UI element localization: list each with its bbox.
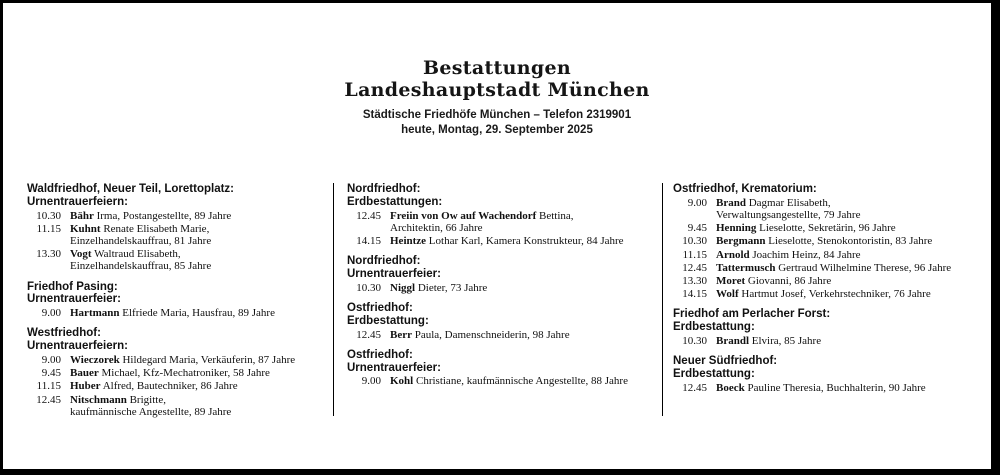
section-heading: Urnentrauerfeier:: [347, 268, 441, 280]
entry-description: Elvira, 85 Jahre: [751, 335, 822, 348]
section-heading: Erdbestattung:: [673, 368, 755, 381]
deceased-name: Brand: [716, 196, 746, 209]
entry-details: [716, 222, 896, 234]
cemetery-section: [27, 183, 329, 273]
entry-details: [716, 197, 860, 221]
funeral-entry: [27, 367, 329, 379]
deceased-name: Moret: [716, 275, 746, 288]
subtitle-contact: Städtische Friedhöfe München – Telefon 2319901: [362, 109, 632, 121]
entry-time: 11.15: [36, 222, 61, 235]
subtitle-date: heute, Montag, 29. September 2025: [401, 124, 593, 136]
cemetery-section: [27, 327, 329, 418]
section-heading: Nordfriedhof:: [347, 183, 421, 195]
entry-description: Dagmar Elisabeth,: [748, 196, 831, 209]
entry-description: Giovanni, 86 Jahre: [747, 275, 832, 288]
entry-details: [70, 210, 231, 222]
deceased-name: Kuhnt: [70, 222, 101, 235]
entry-description: Bettina,: [539, 209, 574, 222]
section-heading: Ostfriedhof:: [347, 302, 413, 314]
section-heading: Ostfriedhof, Krematorium:: [673, 183, 817, 195]
deceased-name: Wieczorek: [70, 354, 120, 366]
cemetery-section: [347, 302, 659, 341]
entry-time: 14.15: [682, 288, 707, 301]
entry-time: 14.15: [356, 235, 381, 247]
title-line2: Landeshauptstadt München: [344, 79, 650, 101]
section-heading: Friedhof Pasing:: [27, 280, 118, 293]
entry-description: Lieselotte, Stenokontoristin, 83 Jahre: [768, 235, 933, 248]
deceased-name: Niggl: [390, 281, 416, 294]
entry-details: [70, 394, 231, 418]
deceased-name: Huber: [70, 380, 101, 393]
entry-description: Paula, Damenschneiderin, 98 Jahre: [414, 328, 570, 341]
deceased-name: Berr: [390, 328, 412, 341]
entry-details: [70, 223, 211, 247]
funeral-entry: [673, 262, 995, 274]
section-heading: Ostfriedhof:: [347, 348, 413, 361]
cemetery-section: [673, 183, 995, 300]
entry-time: 12.45: [356, 209, 381, 222]
funeral-entry: [27, 380, 329, 392]
funeral-entry: [347, 210, 659, 234]
funeral-entry: [27, 210, 329, 222]
entry-time: 9.00: [41, 354, 61, 366]
entry-time: 9.45: [687, 222, 707, 235]
funeral-entry: [673, 275, 995, 287]
deceased-name: Tattermusch: [716, 261, 776, 274]
entry-details: [390, 329, 570, 341]
entry-time: 12.45: [36, 393, 61, 406]
deceased-name: Arnold: [716, 248, 750, 261]
entry-description: Joachim Heinz, 84 Jahre: [752, 248, 861, 261]
entry-description: Michael, Kfz-Mechatroniker, 58 Jahre: [101, 367, 270, 380]
entry-details: [716, 249, 861, 261]
funeral-entry: [27, 307, 329, 319]
column-divider: [662, 183, 663, 416]
entry-details: [70, 380, 238, 392]
section-heading: Erdbestattung:: [673, 321, 755, 334]
deceased-name: Hartmann: [70, 307, 120, 320]
entry-details: [390, 210, 574, 234]
entry-time: 9.45: [41, 367, 61, 380]
entry-continuation: Architektin, 66 Jahre: [390, 221, 483, 234]
entry-details: [716, 275, 831, 287]
funeral-entry: [347, 329, 659, 341]
entry-time: 12.45: [682, 381, 707, 394]
entry-description: Lothar Karl, Kamera Konstrukteur, 84 Jahre: [428, 235, 624, 247]
entry-time: 12.45: [356, 328, 381, 341]
entry-time: 13.30: [682, 275, 707, 288]
page-title: [3, 57, 991, 101]
entry-description: Renate Elisabeth Marie,: [103, 222, 210, 235]
funeral-entry: [27, 223, 329, 247]
funeral-entry: [673, 288, 995, 300]
entry-time: 9.00: [687, 196, 707, 209]
masthead-subtitle: [3, 108, 991, 138]
entry-description: Lieselotte, Sekretärin, 96 Jahre: [759, 222, 896, 235]
entry-time: 10.30: [682, 235, 707, 248]
entry-description: Brigitte,: [129, 393, 166, 406]
entry-details: [390, 235, 624, 247]
entry-continuation: Einzelhandelskauffrau, 85 Jahre: [70, 260, 212, 273]
entry-description: Hildegard Maria, Verkäuferin, 87 Jahre: [122, 354, 296, 366]
funeral-entry: [347, 235, 659, 247]
funeral-entry: [27, 354, 329, 366]
section-heading: Nordfriedhof:: [347, 255, 421, 268]
deceased-name: Wolf: [716, 288, 739, 301]
funeral-entry: [673, 235, 995, 247]
deceased-name: Vogt: [70, 248, 92, 261]
section-heading: Urnentrauerfeiern:: [27, 195, 128, 208]
entry-time: 10.30: [356, 281, 381, 294]
entry-continuation: Verwaltungsangestellte, 79 Jahre: [716, 209, 861, 221]
section-heading: Erdbestattungen:: [347, 195, 443, 208]
entry-details: [70, 248, 211, 272]
entry-description: Alfred, Bautechniker, 86 Jahre: [102, 380, 238, 393]
cemetery-section: [347, 349, 659, 388]
entry-description: Dieter, 73 Jahre: [417, 281, 488, 294]
entry-time: 9.00: [41, 307, 61, 320]
entry-description: Hartmut Josef, Verkehrstechniker, 76 Jahre: [741, 288, 931, 301]
section-heading: Neuer Südfriedhof:: [673, 355, 778, 368]
funeral-entry: [673, 249, 995, 261]
cemetery-section: [673, 355, 995, 394]
section-heading: Urnentrauerfeier:: [347, 361, 441, 374]
cemetery-section: [347, 183, 659, 247]
entry-continuation: Einzelhandelskauffrau, 81 Jahre: [70, 235, 212, 247]
entry-details: [390, 375, 628, 387]
column-3: [673, 183, 995, 402]
deceased-name: Henning: [716, 222, 757, 235]
funeral-entry: [673, 197, 995, 221]
section-heading: Erdbestattung:: [347, 314, 429, 327]
entry-time: 10.30: [36, 209, 61, 222]
section-heading: Westfriedhof:: [27, 327, 101, 340]
entry-details: [716, 235, 932, 247]
deceased-name: Freiin von Ow auf Wachendorf: [390, 209, 537, 222]
entry-details: [716, 335, 821, 347]
deceased-name: Kohl: [390, 375, 414, 388]
cemetery-section: [347, 255, 659, 294]
funeral-entry: [673, 222, 995, 234]
deceased-name: Brandl: [716, 335, 750, 348]
deceased-name: Nitschmann: [70, 393, 127, 406]
deceased-name: Heintze: [390, 235, 427, 247]
entry-description: Gertraud Wilhelmine Therese, 96 Jahre: [778, 261, 952, 274]
funeral-entry: [27, 394, 329, 418]
entry-details: [70, 307, 275, 319]
column-1: [27, 183, 329, 426]
deceased-name: Bähr: [70, 209, 94, 222]
deceased-name: Bergmann: [716, 235, 766, 248]
funeral-entry: [347, 282, 659, 294]
cemetery-section: [673, 308, 995, 347]
funeral-entry: [673, 335, 995, 347]
entry-details: [716, 382, 926, 394]
funeral-entry: [27, 248, 329, 272]
entry-description: Irma, Postangestellte, 89 Jahre: [96, 209, 232, 222]
entry-time: 13.30: [36, 248, 61, 261]
column-divider: [333, 183, 334, 416]
section-heading: Friedhof am Perlacher Forst:: [673, 308, 831, 321]
entry-time: 11.15: [682, 248, 707, 261]
funeral-entry: [347, 375, 659, 387]
entry-details: [390, 282, 487, 294]
entry-description: Pauline Theresia, Buchhalterin, 90 Jahre: [747, 381, 926, 394]
section-heading: Waldfriedhof, Neuer Teil, Lorettoplatz:: [27, 183, 234, 195]
entry-description: Waltraud Elisabeth,: [94, 248, 181, 261]
entry-time: 11.15: [36, 380, 61, 393]
column-2: [347, 183, 659, 396]
entry-time: 12.45: [682, 261, 707, 274]
entry-time: 10.30: [682, 335, 707, 348]
entry-details: [716, 262, 951, 274]
masthead: [3, 57, 991, 138]
section-heading: Urnentrauerfeiern:: [27, 340, 128, 353]
entry-details: [716, 288, 931, 300]
entry-time: 9.00: [361, 375, 381, 388]
deceased-name: Boeck: [716, 381, 745, 394]
cemetery-section: [27, 281, 329, 320]
deceased-name: Bauer: [70, 367, 99, 380]
entry-details: [70, 367, 270, 379]
entry-details: [70, 354, 295, 366]
entry-continuation: kaufmännische Angestellte, 89 Jahre: [70, 405, 232, 418]
entry-description: Elfriede Maria, Hausfrau, 89 Jahre: [122, 307, 275, 320]
funeral-entry: [673, 382, 995, 394]
section-heading: Urnentrauerfeier:: [27, 293, 121, 306]
entry-description: Christiane, kaufmännische Angestellte, 88 Jahre: [415, 375, 628, 388]
title-line1: Bestattungen: [423, 57, 571, 79]
